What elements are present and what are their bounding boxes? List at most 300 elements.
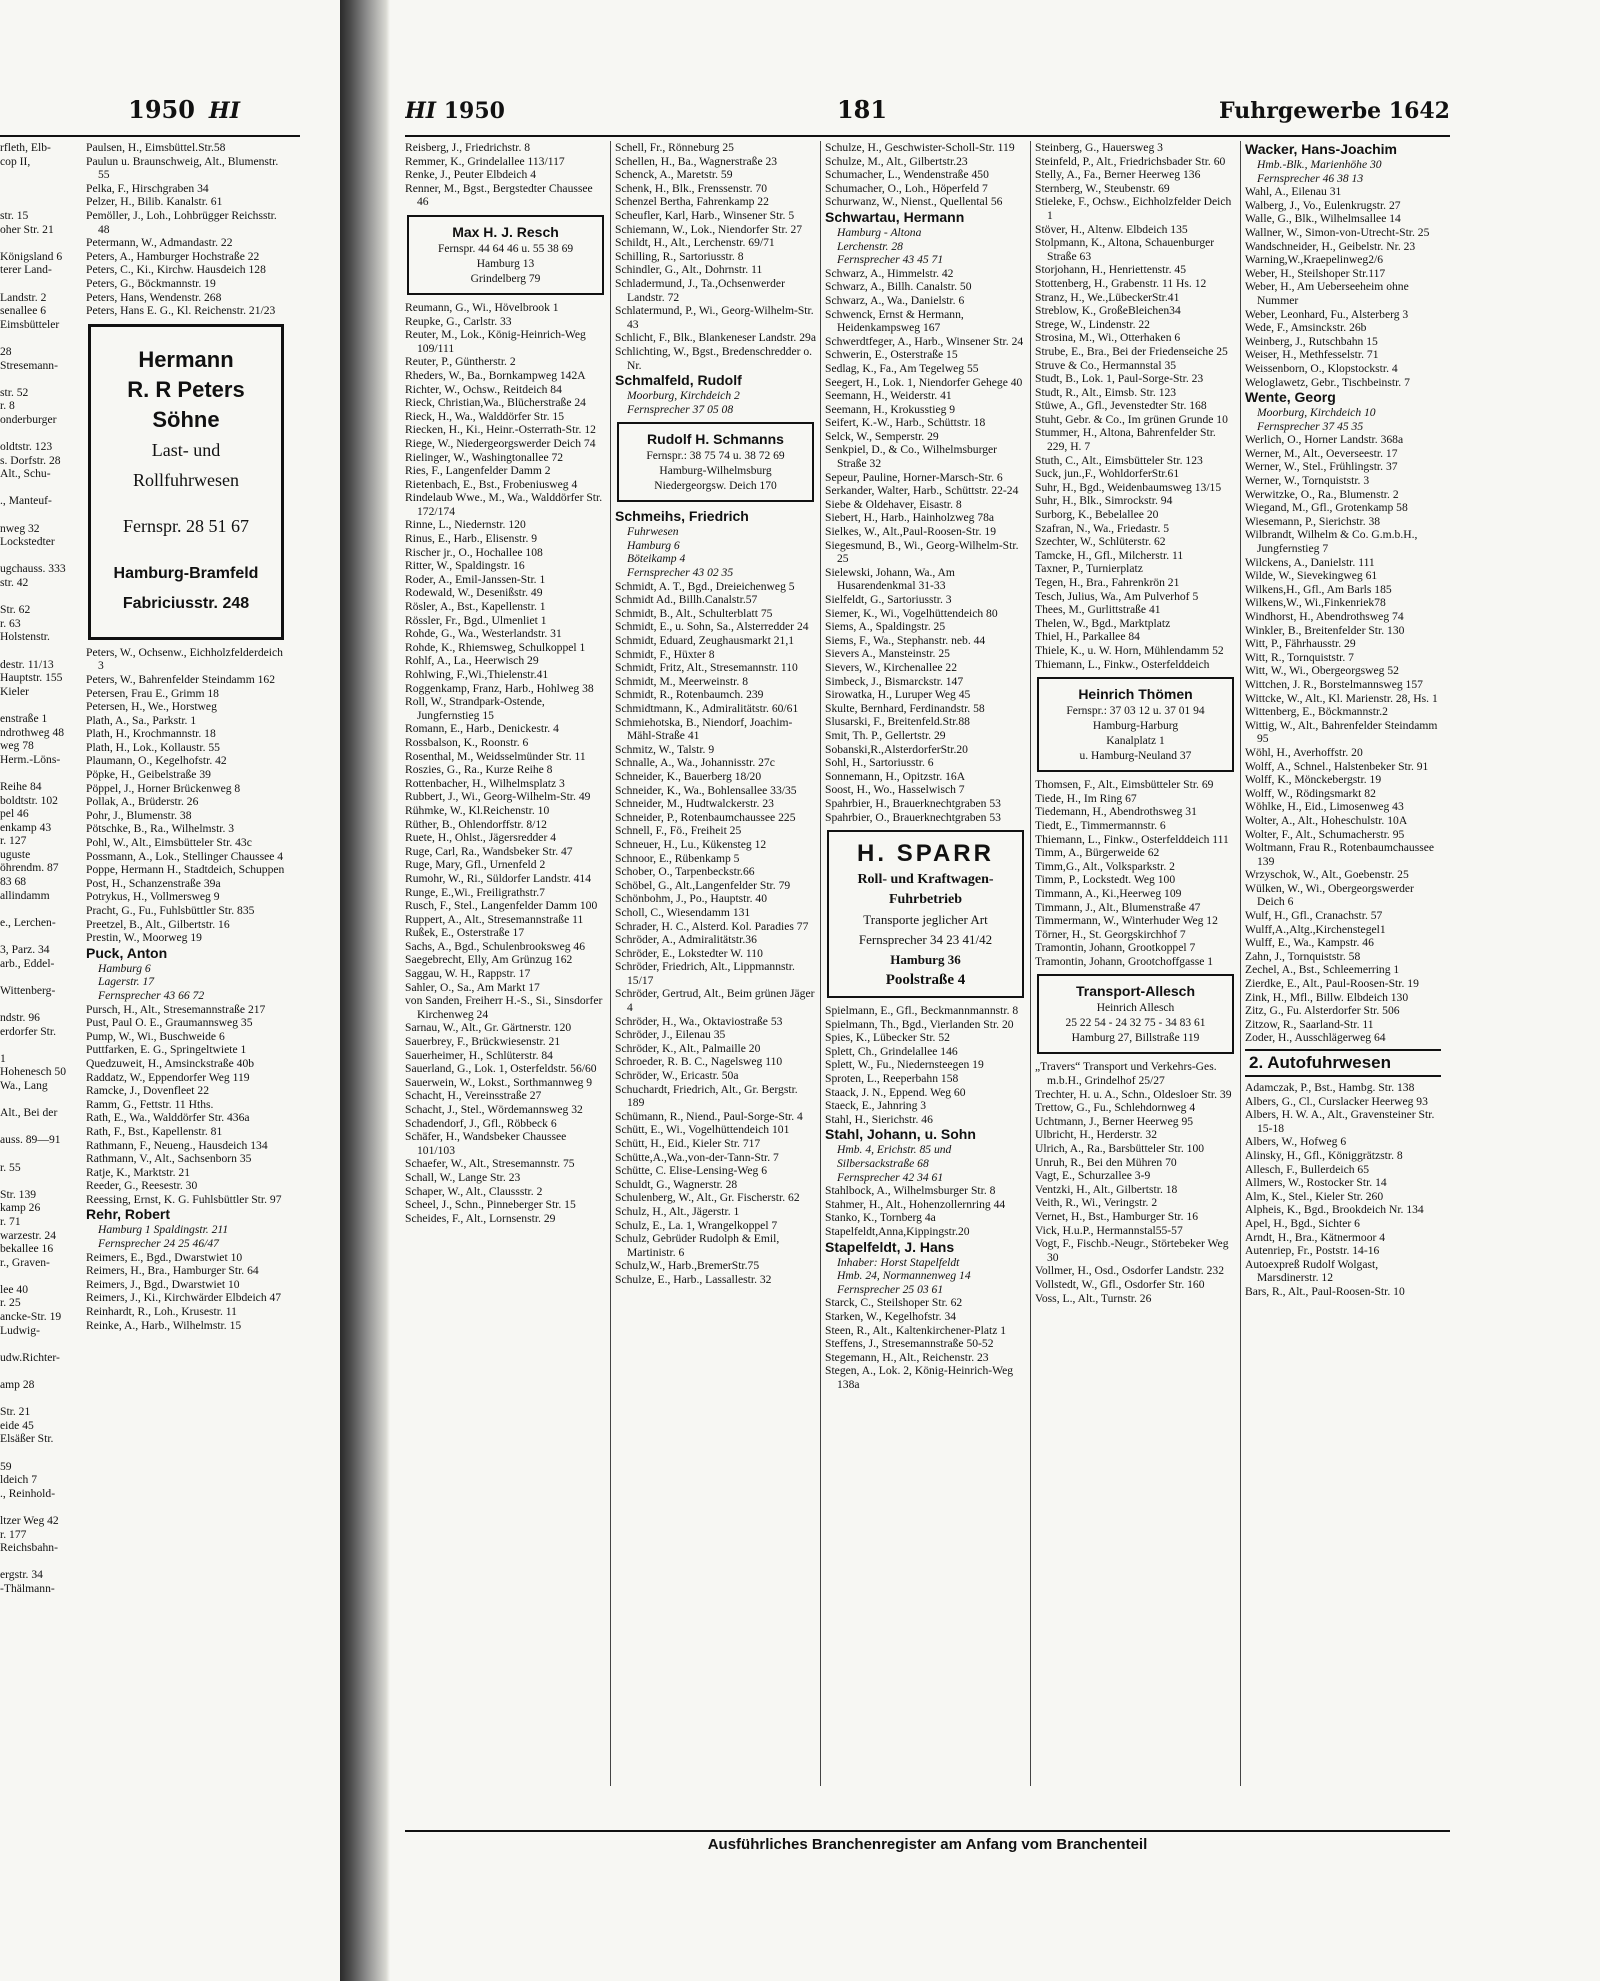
directory-entry: Rindelaub Wwe., M., Wa., Walddörfer Str. 172/174 [405, 491, 603, 518]
fragment-line: ndstr. 96 [0, 1011, 40, 1024]
directory-entry: Schaper, W., Alt., Claussstr. 2 [405, 1184, 543, 1198]
entry-detail: Silbersackstraße 68 [837, 1157, 929, 1171]
fragment-line: 59 [0, 1459, 12, 1473]
directory-entry: Allesch, F., Bullerdeich 65 [1245, 1162, 1370, 1176]
fragment-line [0, 182, 82, 196]
column-d [1035, 141, 1241, 1786]
entry-detail: Fernsprecher 37 45 35 [1257, 419, 1364, 433]
directory-entry: Schlichting, W., Bgst., Bredenschredder o. Nr. [615, 344, 813, 372]
fragment-line [0, 168, 82, 182]
entry-detail: Hamburg 6 [627, 538, 680, 552]
directory-entry: Schenck, A., Maretstr. 59 [615, 168, 733, 182]
directory-entry: Vick, H.u.P., Hermannstal55-57 [1035, 1223, 1183, 1237]
fragment-line [0, 1120, 82, 1134]
directory-entry: Weber, H., Am Ueberseeheim ohne Nummer [1245, 280, 1409, 307]
directory-entry: Schröder, H., Wa., Oktaviostraße 53 [615, 1014, 783, 1028]
directory-entry: Riege, W., Niedergeorgswerder Deich 74 [405, 436, 596, 450]
left-entries-column [86, 141, 286, 1801]
ad-resch [407, 215, 604, 295]
directory-entry: Paulsen, H., Eimsbüttel.Str.58 [86, 141, 226, 154]
directory-entry: Peters, Hans, Wendenstr. 268 [86, 290, 222, 304]
directory-entry: Schröder, A., Admiralitätstr.36 [615, 933, 757, 947]
entry-detail: Fuhrwesen [627, 525, 679, 539]
entry-puck: Puck, Anton [86, 944, 168, 961]
fragment-line: Elsäßer Str. [0, 1432, 54, 1446]
directory-entry: Peters, W., Ochsenw., Eichholzfelderdeich 3 [86, 645, 283, 673]
fragment-line: cop II, [0, 154, 31, 168]
entry-detail: Hamburg - Altona [837, 225, 922, 239]
directory-entry: Seemann, H., Krokusstieg 9 [825, 402, 956, 416]
directory-entry: Alpheis, K., Bgd., Brookdeich Nr. 134 [1245, 1203, 1424, 1217]
entry-detail: Moorburg, Kirchdeich 10 [1257, 406, 1376, 420]
fragment-line: ugchauss. 333 [0, 562, 66, 576]
directory-entry: Tiedt, E., Timmermannstr. 6 [1035, 818, 1166, 832]
directory-entry: Stahmer, H., Alt., Hohenzollernring 44 [825, 1197, 1006, 1211]
fragment-line: amp 28 [0, 1378, 35, 1392]
directory-entry: Schuchardt, Friedrich, Alt., Gr. Bergstr. 189 [615, 1082, 798, 1110]
directory-entry: Siems, A., Spaldingstr. 25 [825, 620, 946, 634]
directory-entry: Stegemann, H., Alt., Reichenstr. 23 [825, 1350, 989, 1364]
directory-entry: Reimers, J., Bgd., Dwarstwiet 10 [86, 1277, 240, 1291]
ad-allesch-line3: Hamburg 27, Billstraße 119 [1071, 1032, 1200, 1045]
directory-entry: Potrykus, H., Vollmersweg 9 [86, 890, 220, 904]
directory-entry: Ruppert, A., Alt., Stresemannstraße 11 [405, 912, 584, 926]
fragment-line: Wittenberg- [0, 983, 56, 997]
ad-schmanns-title: Rudolf H. Schmanns [647, 431, 784, 448]
directory-entry: Schnalle, A., Wa., Johannisstr. 27c [615, 756, 775, 770]
directory-entry: Schütt, H., Eid., Kieler Str. 717 [615, 1137, 761, 1150]
fragment-line: ergstr. 34 [0, 1568, 43, 1582]
directory-entry: Schulenberg, W., Alt., Gr. Fischerstr. 62 [615, 1191, 800, 1205]
fragment-line: warzestr. 24 [0, 1228, 57, 1242]
directory-entry: Thiemann, L., Finkw., Osterfelddeich [1035, 657, 1210, 671]
section-2-title: 2. Autofuhrwesen [1245, 1049, 1441, 1077]
directory-entry: Thiele, K., u. W. Horn, Mühlendamm 52 [1035, 643, 1224, 657]
directory-entry: Scholl, C., Wiesendamm 131 [615, 905, 751, 919]
fragment-line: r. 63 [0, 616, 21, 630]
footer-note: Ausführliches Branchenregister am Anfang vom Branchenteil [405, 1830, 1450, 1853]
directory-entry: Wittenberg, E., Böckmannstr.2 [1245, 705, 1388, 719]
fragment-line: r. 25 [0, 1296, 21, 1310]
directory-entry: Timmann, J., Alt., Blumenstraße 47 [1035, 900, 1201, 914]
directory-entry: Peters, C., Ki., Kirchw. Hausdeich 128 [86, 263, 266, 277]
directory-entry: Ratje, K., Marktstr. 21 [86, 1165, 191, 1179]
directory-entry: Petermann, W., Admandastr. 22 [86, 236, 233, 250]
entry-detail: Fernsprecher 42 34 61 [837, 1170, 944, 1184]
left-year: 1950 [128, 95, 195, 124]
entry-detail: Fernsprecher 43 45 71 [837, 253, 944, 267]
fragment-line [0, 195, 82, 209]
ad-sparr-line6: Poolstraße 4 [885, 972, 966, 989]
directory-entry: Saegebrecht, Elly, Am Grünzug 162 [405, 953, 573, 967]
directory-entry: Runge, E.,Wi., Freiligrathstr.7 [405, 885, 545, 899]
fragment-line: terer Land- [0, 263, 52, 277]
directory-entry: Schröder, W., Ericastr. 50a [615, 1069, 739, 1083]
ad-allesch-line2: 25 22 54 - 24 32 75 - 34 83 61 [1065, 1017, 1206, 1030]
directory-entry: Rohde, G., Wa., Westerlandstr. 31 [405, 627, 562, 641]
directory-entry: Wilkens,H., Gfl., Am Barls 185 [1245, 582, 1392, 596]
directory-entry: Romann, E., Harb., Denickestr. 4 [405, 722, 559, 736]
directory-entry: Walberg, J., Vo., Eulenkrugstr. 27 [1245, 198, 1401, 212]
fragment-line: Wa., Lang [0, 1078, 48, 1092]
fragment-line: allindamm [0, 888, 50, 902]
directory-entry: Schaefer, W., Alt., Stresemannstr. 75 [405, 1157, 575, 1171]
directory-entry: Wittig, W., Alt., Bahrenfelder Steindamm 95 [1245, 718, 1438, 746]
directory-entry: Schütte,A.,Wa.,von-der-Tann-Str. 7 [615, 1150, 779, 1164]
directory-entry: Plath, H., Lok., Kollaustr. 55 [86, 740, 220, 754]
directory-entry: Tegen, H., Bra., Fahrenkrön 21 [1035, 576, 1180, 589]
directory-entry: Renner, M., Bgst., Bergstedter Chaussee 46 [405, 181, 593, 209]
directory-entry: Staeck, E., Jahnring 3 [825, 1099, 927, 1113]
fragment-line: rfleth, Elb- [0, 141, 51, 154]
right-page [405, 95, 1600, 1975]
directory-entry: Stapelfeldt,Anna,Kippingstr.20 [825, 1225, 970, 1238]
directory-entry: Timmann, A., Ki.,Heerweg 109 [1035, 886, 1182, 900]
directory-entry: Thiel, H., Parkallee 84 [1035, 630, 1140, 644]
ad-sparr-line5: Hamburg 36 [890, 952, 961, 968]
directory-entry: Schmidt Ad., Billh.Canalstr.57 [615, 593, 758, 607]
fragment-line: Stresemann- [0, 358, 58, 372]
directory-entry: Wahl, A., Eilenau 31 [1245, 185, 1342, 199]
directory-entry: Schmidt, Fritz, Alt., Stresemannstr. 110 [615, 661, 798, 675]
fragment-line [0, 970, 82, 984]
fragment-line: lee 40 [0, 1282, 29, 1296]
directory-entry: Schröder, K., Alt., Palmaille 20 [615, 1041, 761, 1055]
fragment-line: str. 52 [0, 385, 29, 399]
directory-entry: Sirowatka, H., Luruper Weg 45 [825, 688, 971, 702]
section-title: Fuhrgewerbe 1642 [1219, 98, 1450, 124]
directory-entry: Reinhardt, R., Loh., Krusestr. 11 [86, 1305, 237, 1319]
directory-entry: Sternberg, W., Steubenstr. 69 [1035, 181, 1170, 195]
directory-entry: Wede, F., Amsinckstr. 26b [1245, 321, 1367, 335]
directory-entry: Schneider, K., Wa., Bohlensallee 33/35 [615, 783, 797, 797]
directory-entry: Reeder, G., Reesestr. 30 [86, 1179, 198, 1193]
directory-entry: Thelen, W., Bgd., Marktplatz [1035, 616, 1171, 630]
directory-entry: Rußek, E., Osterstraße 17 [405, 926, 525, 940]
directory-entry: Spies, K., Lübecker Str. 52 [825, 1031, 950, 1045]
directory-entry: Uchtmann, J., Berner Heerweg 95 [1035, 1114, 1194, 1128]
fragment-line [0, 766, 82, 780]
directory-entry: Stelly, A., Fa., Berner Heerweg 136 [1035, 168, 1201, 182]
directory-entry: Zitz, G., Fu. Alsterdorfer Str. 506 [1245, 1004, 1400, 1018]
directory-entry: Schellen, H., Ba., Wagnerstraße 23 [615, 154, 778, 168]
directory-entry: Rodewald, W., Desenißstr. 49 [405, 586, 543, 600]
fragment-line [0, 331, 82, 345]
directory-entry: Autenriep, Fr., Poststr. 14-16 [1245, 1244, 1380, 1258]
directory-entry: Zahn, J., Tornquiststr. 58 [1245, 949, 1361, 963]
directory-entry: Raddatz, W., Eppendorfer Weg 119 [86, 1070, 250, 1084]
directory-entry: Schlatermund, P., Wi., Georg-Wilhelm-Str. 43 [615, 304, 814, 331]
directory-entry: Schneuer, H., Lu., Kükensteg 12 [615, 837, 767, 851]
directory-entry: Scheides, F., Alt., Lornsenstr. 29 [405, 1211, 556, 1225]
directory-entry: Wolff, W., Rödingsmarkt 82 [1245, 786, 1376, 800]
directory-entry: Schneider, P., Rotenbaumchaussee 225 [615, 810, 796, 824]
directory-entry: Vollstedt, W., Gfl., Osdorfer Str. 160 [1035, 1277, 1205, 1291]
directory-entry: Schumacher, L., Wendenstraße 450 [825, 168, 989, 182]
fragment-line: Str. 139 [0, 1187, 37, 1201]
directory-entry: Witt, R., Tornquiststr. 7 [1245, 650, 1354, 664]
directory-entry: Struve & Co., Hermannstal 35 [1035, 358, 1177, 372]
entry-detail: Fernsprecher 37 05 08 [627, 402, 734, 416]
directory-entry: Vogt, F., Fischb.-Neugr., Störtebeker Weg 30 [1035, 1237, 1229, 1264]
directory-entry: Albers, G., Cl., Curslacker Heerweg 93 [1245, 1094, 1428, 1108]
directory-entry: Slusarski, F., Breitenfeld.Str.88 [825, 715, 970, 729]
directory-entry: Tramontin, Johann, Grootkoppel 7 [1035, 941, 1196, 955]
directory-entry: Schwarz, A., Billh. Canalstr. 50 [825, 280, 972, 294]
directory-entry: Schönbohm, J., Po., Hauptstr. 40 [615, 892, 768, 906]
directory-entry: Plath, H., Krochmannstr. 18 [86, 727, 216, 741]
directory-entry: Ruete, H., Ohlst., Jägersredder 4 [405, 831, 557, 845]
column-a [405, 141, 611, 1786]
fragment-line [0, 698, 82, 712]
directory-entry: Rinus, E., Harb., Elisenstr. 9 [405, 532, 538, 546]
directory-entry: Steen, R., Alt., Kaltenkirchener-Platz 1 [825, 1323, 1007, 1337]
directory-entry: Sielfeldt, G., Sartoriusstr. 3 [825, 593, 952, 606]
directory-entry: Tamcke, H., Gfl., Milcherstr. 11 [1035, 548, 1184, 562]
directory-entry: Peters, A., Hamburger Hochstraße 22 [86, 249, 260, 263]
directory-entry: Siems, F., Wa., Stephanstr. neb. 44 [825, 633, 986, 647]
directory-entry: Seegert, H., Lok. 1, Niendorfer Gehege 40 [825, 375, 1023, 389]
fragment-line: Lockstedter [0, 535, 55, 549]
directory-entry: von Sanden, Freiherr H.-S., Si., Sinsdorfer Kirchenweg 24 [405, 994, 603, 1021]
directory-entry: Rietenbach, E., Bst., Frobeniusweg 4 [405, 477, 578, 491]
directory-entry: Schulz,W., Harb.,BremerStr.75 [615, 1259, 760, 1273]
directory-entry: Wiegand, M., Gfl., Grotenkamp 58 [1245, 501, 1408, 515]
directory-entry: Ulbricht, H., Herderstr. 32 [1035, 1128, 1158, 1142]
fragment-line: Landstr. 2 [0, 290, 47, 304]
entry-detail: Böteikamp 4 [627, 552, 686, 566]
directory-entry: Szechter, W., Schlüterstr. 62 [1035, 535, 1166, 549]
directory-entry: Stüwe, A., Gfl., Jevenstedter Str. 168 [1035, 399, 1207, 413]
directory-entry: Roggenkamp, Franz, Harb., Hohlweg 38 [405, 681, 594, 695]
directory-entry: Sauerbrey, F., Brückwiesenstr. 21 [405, 1035, 561, 1049]
directory-entry: Stolpmann, K., Altona, Schauenburger Straße 63 [1035, 236, 1215, 263]
directory-entry: Trechter, H. u. A., Schn., Oldesloer Str. 39 [1035, 1087, 1232, 1101]
directory-entry: Sobanski,R.,AlsterdorferStr.20 [825, 742, 968, 756]
directory-entry: Schäfer, H., Wandsbeker Chaussee 101/103 [405, 1130, 567, 1157]
directory-entry: Schulze, M., Alt., Gilbertstr.23 [825, 154, 968, 168]
ad-thoemen-line3: Kanalplatz 1 [1106, 735, 1165, 748]
directory-entry: Stahl, H., Sierichstr. 46 [825, 1112, 933, 1126]
directory-entry: Zierdke, E., Alt., Paul-Roosen-Str. 19 [1245, 977, 1419, 991]
ad-peters-street: Fabriciusstr. 248 [122, 594, 250, 612]
directory-entry: Ruge, Carl, Ra., Wandsbeker Str. 47 [405, 844, 573, 858]
directory-entry: Schulz, Gebrüder Rudolph & Emil, Martinistr. 6 [615, 1232, 780, 1259]
entry-detail: Fernsprecher 24 25 46/47 [98, 1237, 219, 1251]
directory-entry: Werner, M., Alt., Oeverseestr. 17 [1245, 446, 1398, 460]
fragment-line: enstraße 1 [0, 711, 48, 725]
directory-entry: Schwerin, E., Osterstraße 15 [825, 348, 958, 362]
directory-entry: Schenzel Bertha, Fahrenkamp 22 [615, 195, 769, 209]
directory-entry: Weber, Leonhard, Fu., Alsterberg 3 [1245, 307, 1409, 321]
ad-resch-line3: Grindelberg 79 [470, 272, 541, 285]
fragment-line [0, 1337, 82, 1351]
directory-entry: Wülken, W., Wi., Obergeorgswerder Deich 6 [1245, 881, 1414, 909]
directory-entry: Rischer jr., O., Hochallee 108 [405, 545, 543, 559]
fragment-line: Ludwig- [0, 1323, 40, 1337]
directory-entry: Schmiehotska, B., Niendorf, Joachim-Mähl-Straße 41 [615, 715, 793, 743]
fragment-line [0, 1174, 82, 1188]
directory-entry: Rheders, W., Ba., Bornkampweg 142A [405, 368, 586, 382]
fragment-line: ., Reinhold- [0, 1486, 56, 1500]
directory-entry: Reuter, M., Lok., König-Heinrich-Weg 109/111 [405, 328, 586, 355]
directory-entry: Storjohann, H., Henriettenstr. 45 [1035, 263, 1187, 277]
fragment-line: Str. 62 [0, 603, 31, 617]
directory-entry: Sievers A., Mansteinstr. 25 [825, 647, 950, 661]
directory-entry: Stegen, A., Lok. 2, König-Heinrich-Weg 138a [825, 1364, 1014, 1391]
directory-entry: Siemer, K., Wi., Vogelhüttendeich 80 [825, 606, 998, 620]
column-e [1245, 141, 1445, 1786]
ad-resch-title: Max H. J. Resch [452, 223, 559, 240]
ad-peters-phone: Fernspr. 28 51 67 [123, 515, 249, 536]
directory-entry: Stuht, Gebr. & Co., Im grünen Grunde 10 [1035, 412, 1228, 426]
fragment-line: auss. 89—91 [0, 1133, 61, 1147]
ad-peters-line1: Last- und [151, 439, 221, 460]
directory-entry: Smit, Th. P., Gellertstr. 29 [825, 728, 946, 742]
directory-entry: Szafran, N., Wa., Friedastr. 5 [1035, 521, 1170, 535]
directory-entry: Adamczak, P., Bst., Hambg. Str. 138 [1245, 1081, 1415, 1094]
directory-entry: Schmidt, A. T., Bgd., Dreieichenweg 5 [615, 579, 795, 593]
entry-stahl: Stahl, Johann, u. Sohn [825, 1126, 976, 1143]
directory-entry: Weinberg, J., Rutschbahn 15 [1245, 334, 1378, 348]
fragment-line: udw.Richter- [0, 1350, 60, 1364]
directory-entry: Schröder, Gertrud, Alt., Beim grünen Jäger 4 [615, 987, 815, 1015]
directory-entry: Rüther, B., Ohlendorffstr. 8/12 [405, 817, 547, 831]
directory-entry: Weloglawetz, Gebr., Tischbeinstr. 7 [1245, 375, 1410, 389]
directory-entry: Rohlf, A., La., Heerwisch 29 [405, 654, 539, 668]
directory-entry: Siebe & Oldehaver, Eisastr. 8 [825, 497, 962, 511]
directory-entry: Remmer, K., Grindelallee 113/117 [405, 154, 565, 168]
directory-entry: Ries, F., Langenfelder Damm 2 [405, 464, 551, 478]
directory-entry: Pelka, F., Hirschgraben 34 [86, 181, 209, 195]
directory-entry: Wrzyschok, W., Alt., Goebenstr. 25 [1245, 868, 1409, 882]
fragment-line [0, 1093, 82, 1107]
directory-entry: Roszies, G., Ra., Kurze Reihe 8 [405, 763, 553, 777]
directory-entry: Sielewski, Johann, Wa., Am Husarendenkmal 31-33 [825, 565, 955, 593]
directory-entry: Timm, P., Lockstedt. Weg 100 [1035, 873, 1176, 887]
fragment-line [0, 549, 82, 563]
directory-entry: Schell, Fr., Rönneburg 25 [615, 141, 734, 154]
entry-schmalfeld: Schmalfeld, Rudolf [615, 372, 742, 389]
directory-entry: Timmermann, W., Winterhuder Weg 12 [1035, 914, 1218, 928]
entry-detail: Lerchenstr. 28 [837, 239, 903, 253]
directory-entry: Schacht, H., Vereinsstraße 27 [405, 1089, 542, 1103]
directory-entry: Autoexpreß Rudolf Wolgast, Marsdinerstr. 12 [1245, 1257, 1379, 1285]
directory-entry: Zink, H., Mfl., Billw. Elbdeich 130 [1245, 990, 1409, 1004]
fragment-line: erdorfer Str. [0, 1024, 57, 1038]
directory-entry: Törner, H., St. Georgskirchhof 7 [1035, 927, 1186, 941]
directory-entry: Wandschneider, H., Geibelstr. Nr. 23 [1245, 239, 1416, 253]
directory-entry: Post, H., Schanzenstraße 39a [86, 876, 221, 890]
directory-entry: Pump, W., Wi., Buschweide 6 [86, 1029, 225, 1043]
directory-entry: Steinfeld, P., Alt., Friedrichsbader Str. 60 [1035, 154, 1226, 168]
directory-entry: Steinberg, G., Hauersweg 3 [1035, 141, 1163, 154]
directory-entry: Unruh, R., Bei den Mühren 70 [1035, 1155, 1177, 1169]
directory-entry: Reinke, A., Harb., Wilhelmstr. 15 [86, 1318, 242, 1332]
fragment-line [0, 508, 82, 522]
ad-allesch-title: Transport-Allesch [1075, 983, 1196, 1000]
ad-resch-line1: Fernspr. 44 64 46 u. 55 38 69 [437, 242, 574, 255]
fragment-line [0, 1392, 82, 1406]
left-page [0, 95, 340, 1965]
directory-entry: Timm,G., Alt., Volksparkstr. 2 [1035, 859, 1175, 873]
directory-entry: Witt, P., Fährhausstr. 29 [1245, 637, 1356, 651]
directory-entry: Schmidt, R., Rotenbaumch. 239 [615, 688, 764, 702]
fragment-line: str. 15 [0, 208, 29, 222]
fragment-line: ldeich 7 [0, 1473, 38, 1487]
directory-entry: Renke, J., Peuter Elbdeich 4 [405, 168, 537, 182]
directory-entry: Schröder, J., Eilenau 35 [615, 1028, 726, 1042]
entry-detail: Hmb. 24, Normannenweg 14 [837, 1269, 971, 1283]
directory-entry: Pelzer, H., Bilib. Kanalstr. 61 [86, 195, 223, 209]
fragment-line: kamp 26 [0, 1201, 41, 1215]
directory-entry: Vollmer, H., Osd., Osdorfer Landstr. 232 [1035, 1264, 1224, 1278]
directory-entry: Walle, G., Blk., Wilhelmsallee 14 [1245, 212, 1401, 226]
directory-entry: Wolff, K., Mönckebergstr. 19 [1245, 773, 1382, 787]
directory-entry: Werwitzke, O., Ra., Blumenstr. 2 [1245, 487, 1399, 501]
left-running-head [0, 95, 300, 137]
directory-entry: Suhr, H., Blk., Simrockstr. 94 [1035, 494, 1173, 508]
directory-entry: Thees, M., Gurlittstraße 41 [1035, 603, 1161, 617]
directory-entry: Schmitz, W., Talstr. 9 [615, 742, 715, 756]
directory-entry: Seifert, K.-W., Harb., Schüttstr. 18 [825, 416, 986, 430]
directory-entry: Rieck, Christian,Wa., Blücherstraße 24 [405, 396, 586, 410]
ad-thoemen-title: Heinrich Thömen [1078, 686, 1193, 703]
directory-entry: Schwarz, A., Himmelstr. 42 [825, 266, 954, 280]
directory-entry: Schulze, E., Harb., Lassallestr. 32 [615, 1272, 772, 1286]
fragment-line: r. 127 [0, 834, 27, 848]
directory-entry: Plaumann, O., Kegelhofstr. 42 [86, 754, 227, 768]
directory-entry: Reisberg, J., Friedrichstr. 8 [405, 141, 531, 154]
directory-entry: Schmidtmann, K., Admiralitätstr. 60/61 [615, 702, 799, 715]
directory-entry: Schmidt, E., u. Sohn, Sa., Alsterredder 24 [615, 620, 809, 634]
fragment-line: 83 68 [0, 875, 27, 889]
directory-entry: Wolter, A., Alt., Hoheschulstr. 10A [1245, 813, 1408, 827]
directory-entry: Prestin, W., Moorweg 19 [86, 931, 202, 945]
directory-entry: Stranz, H., We.,LübeckerStr.41 [1035, 290, 1180, 304]
directory-entry: Stanko, K., Tornberg 4a [825, 1211, 936, 1225]
directory-entry: Wiesemann, P., Sierichstr. 38 [1245, 514, 1381, 528]
left-section-mark: HI [208, 98, 240, 124]
directory-entry: Vagt, E., Schurzallee 3-9 [1035, 1169, 1151, 1183]
directory-entry: Trettow, G., Fu., Schlehdornweg 4 [1035, 1101, 1196, 1115]
directory-entry: Studt, R., Alt., Eimsb. Str. 123 [1035, 385, 1177, 399]
directory-entry: Saggau, W. H., Rappstr. 17 [405, 967, 531, 981]
left-fragment-column [0, 141, 82, 1801]
fragment-line [0, 372, 82, 386]
directory-entry: Plath, A., Sa., Parkstr. 1 [86, 713, 197, 727]
ad-sparr-line2: Fuhrbetrieb [888, 892, 963, 908]
directory-entry: Wittcke, W., Alt., Kl. Marienstr. 28, Hs. 1 [1245, 691, 1438, 705]
fragment-line: Hauptstr. 155 [0, 671, 63, 685]
fragment-line: Holstenstr. [0, 630, 50, 644]
fragment-line: oher Str. 21 [0, 222, 54, 236]
directory-entry: Stieleke, F., Ochsw., Eichholzfelder Deich 1 [1035, 195, 1232, 222]
fragment-line: 1 [0, 1051, 6, 1065]
directory-entry: Sachs, A., Bgd., Schulenbrooksweg 46 [405, 939, 586, 953]
directory-entry: Schmidt, B., Alt., Schulterblatt 75 [615, 606, 773, 620]
fragment-line: weg 78 [0, 739, 34, 753]
directory-entry: Albers, W., Hofweg 6 [1245, 1135, 1347, 1149]
fragment-line: Eimsbütteler [0, 317, 60, 331]
directory-entry: Timm, A., Bürgerweide 62 [1035, 846, 1160, 860]
directory-entry: Rohde, K., Rhiemsweg, Schulkoppel 1 [405, 640, 586, 654]
fragment-line [0, 590, 82, 604]
ad-schmanns [617, 422, 814, 502]
directory-entry: Sielkes, W., Alt.,Paul-Roosen-Str. 19 [825, 525, 997, 539]
directory-entry: Sedlag, K., Fa., Am Tegelweg 55 [825, 361, 979, 375]
entry-detail: Fernsprecher 43 02 35 [627, 566, 734, 580]
